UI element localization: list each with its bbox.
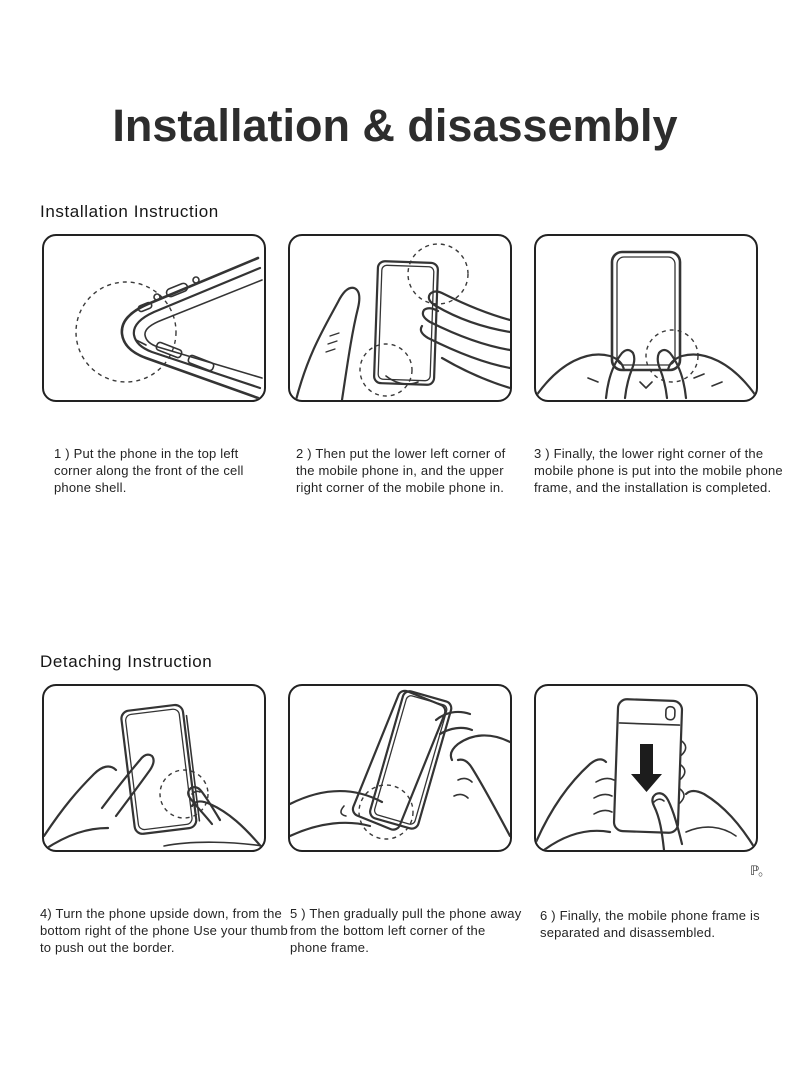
step-5-caption: 5 ) Then gradually pull the phone away from the bottom left corner of the phone frame. [290, 906, 522, 955]
detaching-section-heading: Detaching Instruction [40, 652, 213, 671]
figure-step-5 [288, 684, 512, 852]
thumb-pushing-out-border-illustration [44, 686, 264, 850]
step-1-caption: 1 ) Put the phone in the top left corner along the front of the cell phone shell. [54, 446, 244, 495]
step-4-caption: 4) Turn the phone upside down, from the bottom right of the phone Use your thumb to push out the border. [40, 906, 288, 955]
installation-section-heading: Installation Instruction [40, 202, 219, 221]
figure-step-3 [534, 234, 758, 402]
page-title: Installation & disassembly [112, 100, 678, 152]
figure-step-4 [42, 684, 266, 852]
frame-separated-down-arrow-illustration [536, 686, 756, 850]
print-artifact-glyph: ℙ。 [750, 863, 771, 878]
pulling-phone-away-from-frame-illustration [290, 686, 510, 850]
hands-pressing-lower-left-and-upper-right-corners-illustration [290, 236, 510, 400]
step-3-caption: 3 ) Finally, the lower right corner of the mobile phone is put into the mobile phone frame, and the installation is completed. [534, 446, 783, 495]
figure-step-6 [534, 684, 758, 852]
step-6-caption: 6 ) Finally, the mobile phone frame is separated and disassembled. [540, 908, 760, 940]
figure-step-1 [42, 234, 266, 402]
thumbs-pressing-lower-right-corner-illustration [536, 236, 756, 400]
down-arrow-icon [631, 744, 662, 792]
step-2-caption: 2 ) Then put the lower left corner of the mobile phone in, and the upper right corner of the mobile phone in. [296, 446, 506, 495]
phone-top-left-corner-into-case-illustration [44, 236, 264, 400]
figure-step-2 [288, 234, 512, 402]
